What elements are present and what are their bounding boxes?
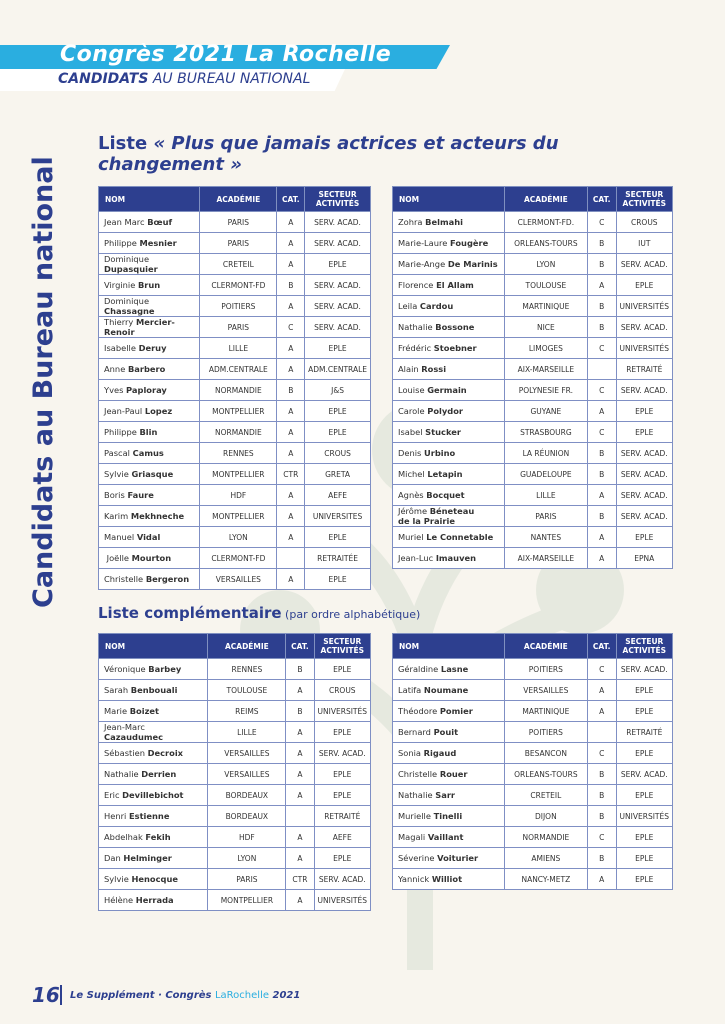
table-row: Joëlle Mourton CLERMONT-FD RETRAITÉE	[99, 548, 371, 569]
list1-table-left: NOM ACADÉMIE CAT. SECTEUR ACTIVITÉS Jean Marc Bœuf PARIS A SERV. ACAD. Philippe Mesnier PARIS A SERV. ACAD. Dominique Dupasquier CRETEIL A EPLE Virginie Brun CLERMONT-FD B SERV. ACAD. Dominique Chassagne POITIERS A SERV. ACAD. Thierry Mercier-Renoir PARIS C SERV. ACAD. Isabelle Deruy LILLE A EPLE Anne Barbero ADM.CENTRALE A ADM.CENTRALE Yves Paploray NORMANDIE B J&S Jean-Paul Lopez MONTPELLIER A EPLE Philippe Blin NORMANDIE A EPLE Pascal Camus RENNES A CROUS Sylvie Griasque MONTPELLIER CTR GRETA Boris Faure HDF A AEFE Karim Mekhneche MONTPELLIER A UNIVERSITES Manuel Vidal LYON A EPLE Joëlle Mourton CLERMONT-FD RETRAITÉE Christelle Bergeron VERSAILLES A EPLE	[98, 186, 371, 590]
table-row: Bernard Pouit POITIERS RETRAITÉ	[393, 722, 673, 743]
table-row: Muriel Le Connetable NANTES A EPLE	[393, 527, 673, 548]
table-row: Manuel Vidal LYON A EPLE	[99, 527, 371, 548]
table-row: Géraldine Lasne POITIERS C SERV. ACAD.	[393, 659, 673, 680]
table-row: Marie-Laure Fougère ORLEANS-TOURS B IUT	[393, 233, 673, 254]
table-row: Frédéric Stoebner LIMOGES C UNIVERSITÉS	[393, 338, 673, 359]
table-row: Boris Faure HDF A AEFE	[99, 485, 371, 506]
table-row: Anne Barbero ADM.CENTRALE A ADM.CENTRALE	[99, 359, 371, 380]
table-row: Pascal Camus RENNES A CROUS	[99, 443, 371, 464]
footer-text: Le Supplément · Congrès LaRochelle 2021	[70, 990, 301, 1001]
table-row: Jean-Paul Lopez MONTPELLIER A EPLE	[99, 401, 371, 422]
table-row: Eric Devillebichot BORDEAUX A EPLE	[99, 785, 371, 806]
table-row: Latifa Noumane VERSAILLES A EPLE	[393, 680, 673, 701]
table-row: Dan Helminger LYON A EPLE	[99, 848, 371, 869]
table-row: Abdelhak Fekih HDF A AEFE	[99, 827, 371, 848]
header-title: Congrès 2021 La Rochelle	[60, 42, 392, 67]
table-row: Nathalie Derrien VERSAILLES A EPLE	[99, 764, 371, 785]
table-row: Sylvie Henocque PARIS CTR SERV. ACAD.	[99, 869, 371, 890]
table-row: Hélène Herrada MONTPELLIER A UNIVERSITÉS	[99, 890, 371, 911]
table-row: Agnès Bocquet LILLE A SERV. ACAD.	[393, 485, 673, 506]
list2-title: Liste complémentaire (par ordre alphabétique)	[98, 604, 421, 622]
list2-table-left: NOM ACADÉMIE CAT. SECTEUR ACTIVITÉS Véronique Barbey RENNES B EPLE Sarah Benbouali TOULOUSE A CROUS Marie Boizet REIMS B UNIVERSITÉS Jean-Marc Cazaudumec LILLE A EPLE Sébastien Decroix VERSAILLES A SERV. ACAD. Nathalie Derrien VERSAILLES A EPLE Eric Devillebichot BORDEAUX A EPLE Henri Estienne BORDEAUX RETRAITÉ Abdelhak Fekih HDF A AEFE Dan Helminger LYON A EPLE Sylvie Henocque PARIS CTR SERV. ACAD. Hélène Herrada MONTPELLIER A UNIVERSITÉS	[98, 633, 371, 911]
table-row: Jérôme Béneteau de la Prairie PARIS B SERV. ACAD.	[393, 506, 673, 527]
list1-title: Liste « Plus que jamais actrices et acteurs du changement »	[98, 133, 559, 175]
table-row: Isabelle Deruy LILLE A EPLE	[99, 338, 371, 359]
table-row: Sarah Benbouali TOULOUSE A CROUS	[99, 680, 371, 701]
table-row: Virginie Brun CLERMONT-FD B SERV. ACAD.	[99, 275, 371, 296]
vertical-title: Candidats au Bureau national	[28, 156, 59, 608]
list2-table-right: NOM ACADÉMIE CAT. SECTEUR ACTIVITÉS Géraldine Lasne POITIERS C SERV. ACAD. Latifa Noumane VERSAILLES A EPLE Théodore Pomier MARTINIQUE A EPLE Bernard Pouit POITIERS RETRAITÉ Sonia Rigaud BESANCON C EPLE Christelle Rouer ORLEANS-TOURS B SERV. ACAD. Nathalie Sarr CRETEIL B EPLE Murielle Tinelli DIJON B UNIVERSITÉS Magali Vaillant NORMANDIE C EPLE Séverine Voiturier AMIENS B EPLE Yannick Williot NANCY-METZ A EPLE	[392, 633, 673, 890]
table-row: Louise Germain POLYNESIE FR. C SERV. ACAD.	[393, 380, 673, 401]
table-row: Dominique Chassagne POITIERS A SERV. ACAD.	[99, 296, 371, 317]
table-row: Isabel Stucker STRASBOURG C EPLE	[393, 422, 673, 443]
table-row: Sylvie Griasque MONTPELLIER CTR GRETA	[99, 464, 371, 485]
table-row: Michel Letapin GUADELOUPE B SERV. ACAD.	[393, 464, 673, 485]
table-row: Henri Estienne BORDEAUX RETRAITÉ	[99, 806, 371, 827]
list1-table-right: NOM ACADÉMIE CAT. SECTEUR ACTIVITÉS Zohra Belmahi CLERMONT-FD. C CROUS Marie-Laure Fougère ORLEANS-TOURS B IUT Marie-Ange De Marinis LYON B SERV. ACAD. Florence El Allam TOULOUSE A EPLE Leila Cardou MARTINIQUE B UNIVERSITÉS Nathalie Bossone NICE B SERV. ACAD. Frédéric Stoebner LIMOGES C UNIVERSITÉS Alain Rossi AIX-MARSEILLE RETRAITÉ Louise Germain POLYNESIE FR. C SERV. ACAD. Carole Polydor GUYANE A EPLE Isabel Stucker STRASBOURG C EPLE Denis Urbino LA RÉUNION B SERV. ACAD. Michel Letapin GUADELOUPE B SERV. ACAD. Agnès Bocquet LILLE A SERV. ACAD. Jérôme Béneteau de la Prairie PARIS B SERV. ACAD. Muriel Le Connetable NANTES A EPLE Jean-Luc Imauven AIX-MARSEILLE A EPNA	[392, 186, 673, 569]
table-row: Jean Marc Bœuf PARIS A SERV. ACAD.	[99, 212, 371, 233]
table-row: Jean-Luc Imauven AIX-MARSEILLE A EPNA	[393, 548, 673, 569]
table-row: Dominique Dupasquier CRETEIL A EPLE	[99, 254, 371, 275]
table-row: Zohra Belmahi CLERMONT-FD. C CROUS	[393, 212, 673, 233]
table-row: Nathalie Sarr CRETEIL B EPLE	[393, 785, 673, 806]
table-row: Sonia Rigaud BESANCON C EPLE	[393, 743, 673, 764]
table-row: Thierry Mercier-Renoir PARIS C SERV. ACAD.	[99, 317, 371, 338]
table-row: Sébastien Decroix VERSAILLES A SERV. ACAD.	[99, 743, 371, 764]
table-row: Nathalie Bossone NICE B SERV. ACAD.	[393, 317, 673, 338]
table-row: Yannick Williot NANCY-METZ A EPLE	[393, 869, 673, 890]
table-row: Alain Rossi AIX-MARSEILLE RETRAITÉ	[393, 359, 673, 380]
table-row: Carole Polydor GUYANE A EPLE	[393, 401, 673, 422]
table-row: Théodore Pomier MARTINIQUE A EPLE	[393, 701, 673, 722]
table-row: Yves Paploray NORMANDIE B J&S	[99, 380, 371, 401]
table-row: Jean-Marc Cazaudumec LILLE A EPLE	[99, 722, 371, 743]
table-row: Christelle Rouer ORLEANS-TOURS B SERV. ACAD.	[393, 764, 673, 785]
table-row: Florence El Allam TOULOUSE A EPLE	[393, 275, 673, 296]
page-number: 16	[32, 983, 60, 1007]
table-row: Séverine Voiturier AMIENS B EPLE	[393, 848, 673, 869]
table-row: Murielle Tinelli DIJON B UNIVERSITÉS	[393, 806, 673, 827]
table-row: Véronique Barbey RENNES B EPLE	[99, 659, 371, 680]
footer-divider	[60, 985, 62, 1005]
header-subtitle: CANDIDATS AU BUREAU NATIONAL	[58, 71, 311, 87]
table-row: Christelle Bergeron VERSAILLES A EPLE	[99, 569, 371, 590]
table-row: Denis Urbino LA RÉUNION B SERV. ACAD.	[393, 443, 673, 464]
table-row: Philippe Blin NORMANDIE A EPLE	[99, 422, 371, 443]
table-row: Marie Boizet REIMS B UNIVERSITÉS	[99, 701, 371, 722]
table-row: Marie-Ange De Marinis LYON B SERV. ACAD.	[393, 254, 673, 275]
table-row: Magali Vaillant NORMANDIE C EPLE	[393, 827, 673, 848]
table-row: Philippe Mesnier PARIS A SERV. ACAD.	[99, 233, 371, 254]
table-row: Karim Mekhneche MONTPELLIER A UNIVERSITES	[99, 506, 371, 527]
table-row: Leila Cardou MARTINIQUE B UNIVERSITÉS	[393, 296, 673, 317]
